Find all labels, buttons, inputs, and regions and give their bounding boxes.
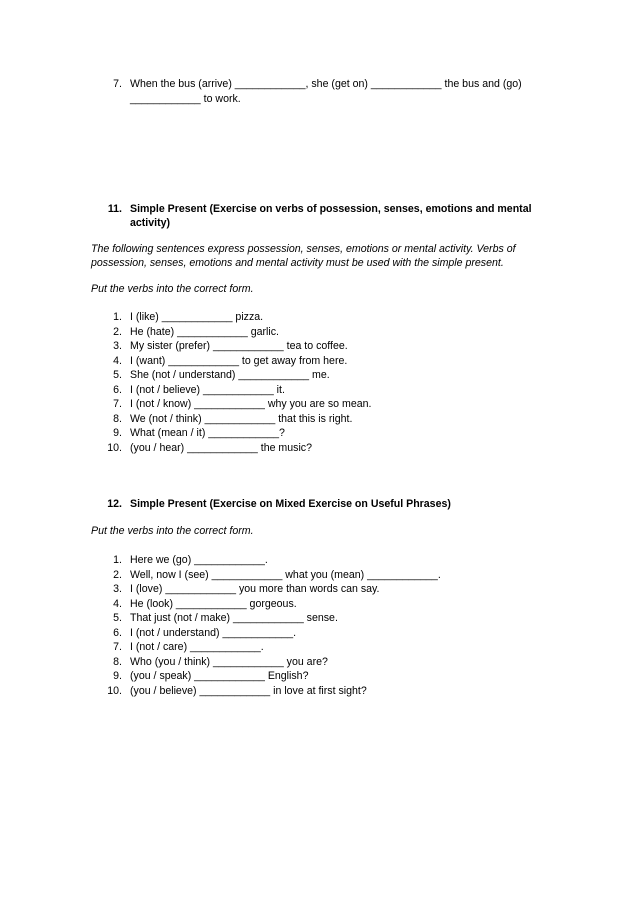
list-item-number: 1. <box>113 311 122 323</box>
list-item <box>0 397 638 412</box>
list-item-number: 9. <box>113 427 122 439</box>
list-item-number: 10. <box>107 684 122 697</box>
list-item-text: He (look) ____________ gorgeous. <box>130 597 297 610</box>
section-11-intro-line2: possession, senses, emotions and mental activity must be used with the simple present. <box>91 257 504 269</box>
list-item-number: 6. <box>113 383 122 396</box>
list-item <box>0 582 638 597</box>
list-item-number: 5. <box>113 369 122 381</box>
list-item-text: What (mean / it) ____________? <box>130 427 285 439</box>
list-item <box>0 441 638 456</box>
list-item-text: My sister (prefer) ____________ tea to coffee. <box>130 340 348 352</box>
item-text-line2: ____________ to work. <box>130 93 241 105</box>
list-item-number: 1. <box>113 554 122 566</box>
list-item-text: That just (not / make) ____________ sense. <box>130 612 338 624</box>
section-12-title: Simple Present (Exercise on Mixed Exercise on Useful Phrases) <box>130 498 451 510</box>
list-item-number: 7. <box>113 398 122 410</box>
list-item <box>0 325 638 340</box>
list-item <box>0 568 638 583</box>
section-12-number: 12. <box>107 498 122 510</box>
list-item <box>0 669 638 684</box>
list-item <box>0 354 638 369</box>
list-item-text: I (not / care) ____________. <box>130 641 264 653</box>
list-item <box>0 412 638 427</box>
list-item <box>0 368 638 383</box>
list-item <box>0 626 638 641</box>
item-number: 7. <box>113 78 122 90</box>
list-item-number: 6. <box>113 626 122 639</box>
list-item <box>0 640 638 655</box>
list-item-number: 7. <box>113 641 122 653</box>
list-item-text: I (want) ____________ to get away from here. <box>130 354 348 367</box>
list-item-text: Who (you / think) ____________ you are? <box>130 655 328 668</box>
list-item-text: Here we (go) ____________. <box>130 554 268 566</box>
list-item-text: (you / believe) ____________ in love at first sight? <box>130 684 367 697</box>
list-item <box>0 310 638 325</box>
list-item-text: Well, now I (see) ____________ what you (mean) ____________. <box>130 568 441 581</box>
list-item-number: 4. <box>113 597 122 610</box>
list-item-text: (you / speak) ____________ English? <box>130 670 309 682</box>
list-item-text: I (love) ____________ you more than words can say. <box>130 583 380 595</box>
list-item-text: (you / hear) ____________ the music? <box>130 441 312 454</box>
list-item <box>0 383 638 398</box>
list-item-text: I (not / believe) ____________ it. <box>130 383 285 396</box>
section-12-instruction: Put the verbs into the correct form. <box>91 525 254 537</box>
list-item-number: 3. <box>113 583 122 595</box>
section-11-intro-line1: The following sentences express possession, senses, emotions or mental activity. Verbs of <box>91 243 516 255</box>
list-item <box>0 339 638 354</box>
list-item <box>0 611 638 626</box>
section-11-title-line2: activity) <box>130 217 171 229</box>
list-item-text: I (not / understand) ____________. <box>130 626 297 639</box>
list-item-number: 4. <box>113 354 122 367</box>
list-item-number: 8. <box>113 412 122 425</box>
section-11-number: 11. <box>107 203 122 215</box>
list-item <box>0 426 638 441</box>
list-item-number: 2. <box>113 568 122 581</box>
list-item-number: 9. <box>113 670 122 682</box>
list-item-number: 3. <box>113 340 122 352</box>
section-11-instruction: Put the verbs into the correct form. <box>91 283 254 295</box>
list-item <box>0 597 638 612</box>
list-item-number: 8. <box>113 655 122 668</box>
item-text-line1: When the bus (arrive) ____________, she (get on) ____________ the bus and (go) <box>130 78 522 90</box>
section-11-title-line1: Simple Present (Exercise on verbs of possession, senses, emotions and mental <box>130 203 532 215</box>
list-item-number: 10. <box>107 441 122 454</box>
list-item <box>0 553 638 568</box>
list-item <box>0 655 638 670</box>
list-item-text: He (hate) ____________ garlic. <box>130 325 280 338</box>
list-item <box>0 684 638 699</box>
list-item-number: 2. <box>113 325 122 338</box>
list-item-number: 5. <box>113 612 122 624</box>
list-item-text: I (not / know) ____________ why you are so mean. <box>130 398 372 410</box>
list-item-text: We (not / think) ____________ that this is right. <box>130 412 353 425</box>
list-item-text: I (like) ____________ pizza. <box>130 311 264 323</box>
list-item-text: She (not / understand) ____________ me. <box>130 369 330 381</box>
